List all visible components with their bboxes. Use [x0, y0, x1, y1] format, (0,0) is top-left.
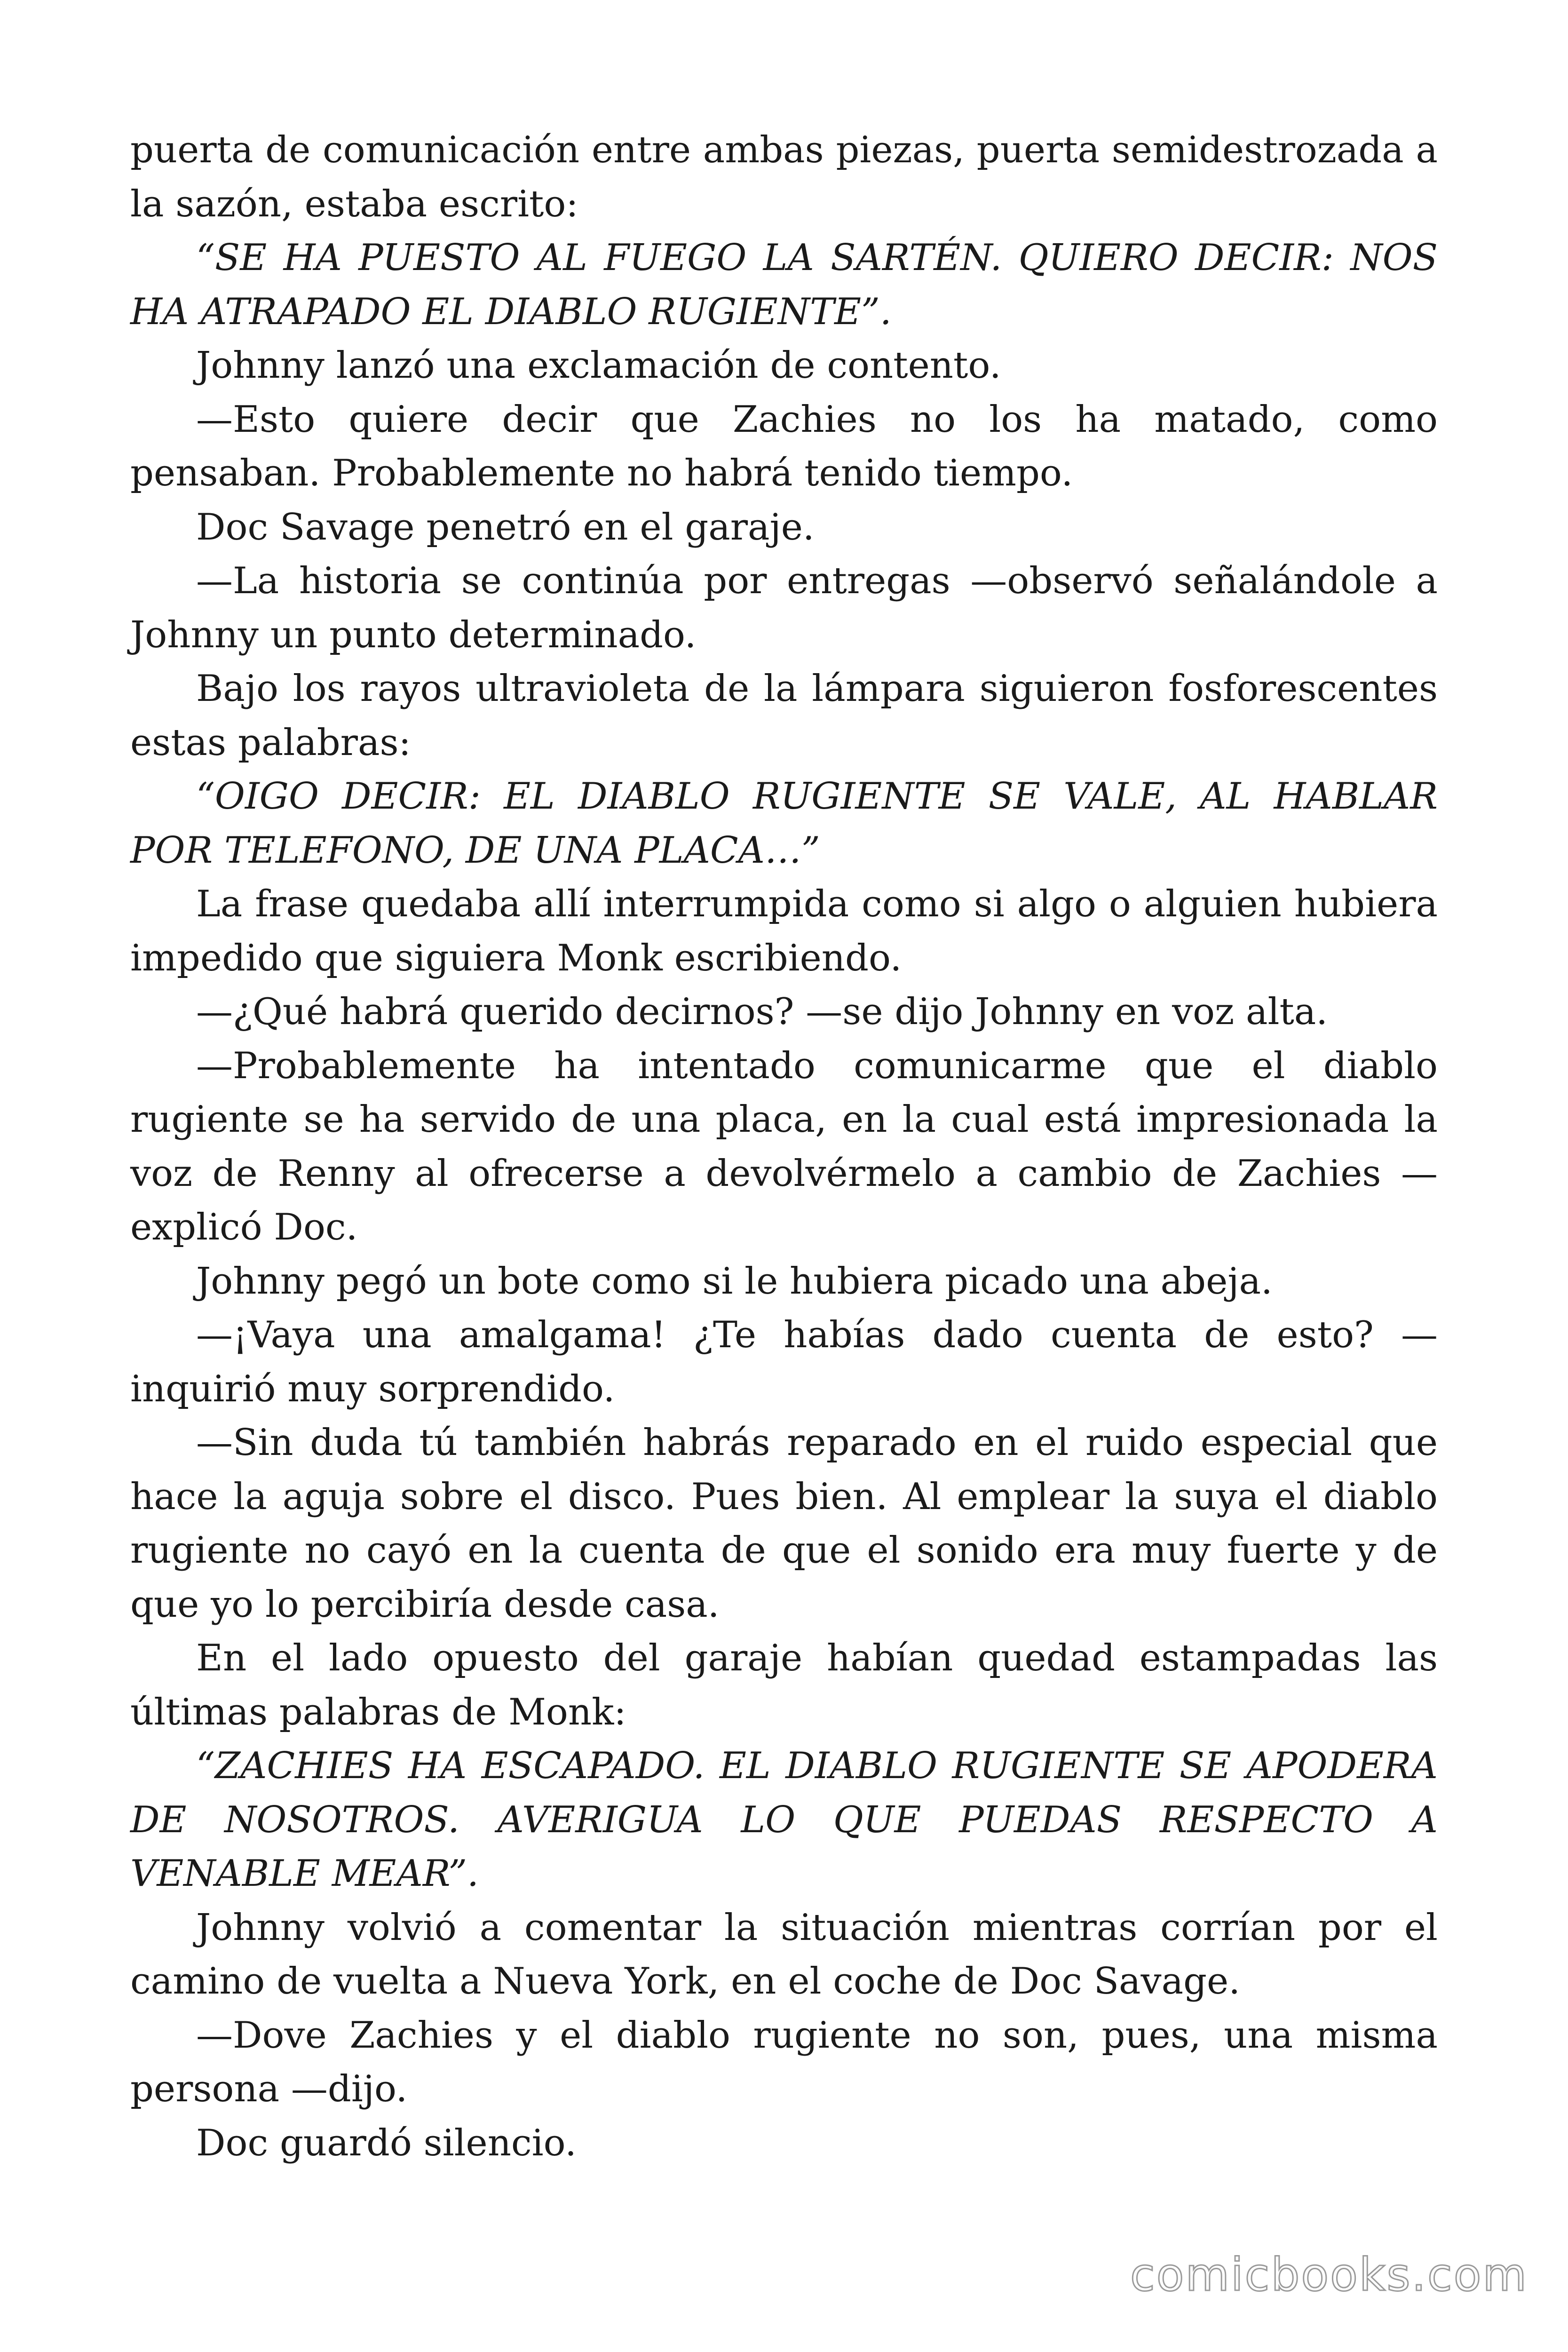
page-body — [130, 123, 1438, 2170]
dialogue-paragraph: —Dove Zachies y el diablo rugiente no son, pues, una misma persona —dijo. — [130, 2014, 1438, 2110]
watermark: comicbooks.com — [1130, 2249, 1528, 2301]
dialogue-paragraph: —¡Vaya una amalgama! ¿Te habías dado cuenta de esto? —inquirió muy sorprendido. — [130, 1314, 1438, 1410]
paragraph: Bajo los rayos ultravioleta de la lámpara siguieron fosforescentes estas palabras: — [130, 667, 1438, 764]
paragraph: Johnny lanzó una exclamación de contento. — [196, 344, 1001, 387]
paragraph: Doc Savage penetró en el garaje. — [196, 506, 815, 548]
italic-quote: “SE HA PUESTO AL FUEGO LA SARTÉN. QUIERO DECIR: NOS HA ATRAPADO EL DIABLO RUGIENTE”. — [130, 237, 1438, 333]
paragraph: puerta de comunicación entre ambas piezas, puerta semidestrozada a la sazón, estaba escrito: — [130, 129, 1438, 225]
paragraph: Johnny pegó un bote como si le hubiera picado una abeja. — [196, 1260, 1273, 1303]
paragraph: Johnny volvió a comentar la situación mientras corrían por el camino de vuelta a Nueva York, en el coche de Doc Savage. — [130, 1906, 1438, 2002]
dialogue-paragraph: —Esto quiere decir que Zachies no los ha matado, como pensaban. Probablemente no habrá tenido tiempo. — [130, 398, 1438, 494]
italic-quote: “OIGO DECIR: EL DIABLO RUGIENTE SE VALE, AL HABLAR POR TELEFONO, DE UNA PLACA…” — [130, 775, 1438, 872]
dialogue-paragraph: —¿Qué habrá querido decirnos? —se dijo Johnny en voz alta. — [196, 991, 1328, 1033]
italic-quote: “ZACHIES HA ESCAPADO. EL DIABLO RUGIENTE SE APODERA DE NOSOTROS. AVERIGUA LO QUE PUEDAS RESPECTO A VENABLE MEAR”. — [130, 1745, 1438, 1895]
dialogue-paragraph: —Sin duda tú también habrás reparado en el ruido especial que hace la aguja sobre el disco. Pues bien. Al emplear la suya el diablo rugiente no cayó en la cuenta de que el sonido era muy fuerte y de que yo lo percibiría desde casa. — [130, 1422, 1438, 1626]
dialogue-paragraph: —Probablemente ha intentado comunicarme que el diablo rugiente se ha servido de una placa, en la cual está impresionada la voz de Renny al ofrecerse a devolvérmelo a cambio de Zachies —explicó Doc. — [130, 1044, 1438, 1248]
dialogue-paragraph: —La historia se continúa por entregas —observó señalándole a Johnny un punto determinado. — [130, 560, 1438, 656]
paragraph: La frase quedaba allí interrumpida como si algo o alguien hubiera impedido que siguiera Monk escribiendo. — [130, 883, 1438, 979]
paragraph: En el lado opuesto del garaje habían quedad estampadas las últimas palabras de Monk: — [130, 1637, 1438, 1733]
paragraph: Doc guardó silencio. — [196, 2122, 577, 2164]
